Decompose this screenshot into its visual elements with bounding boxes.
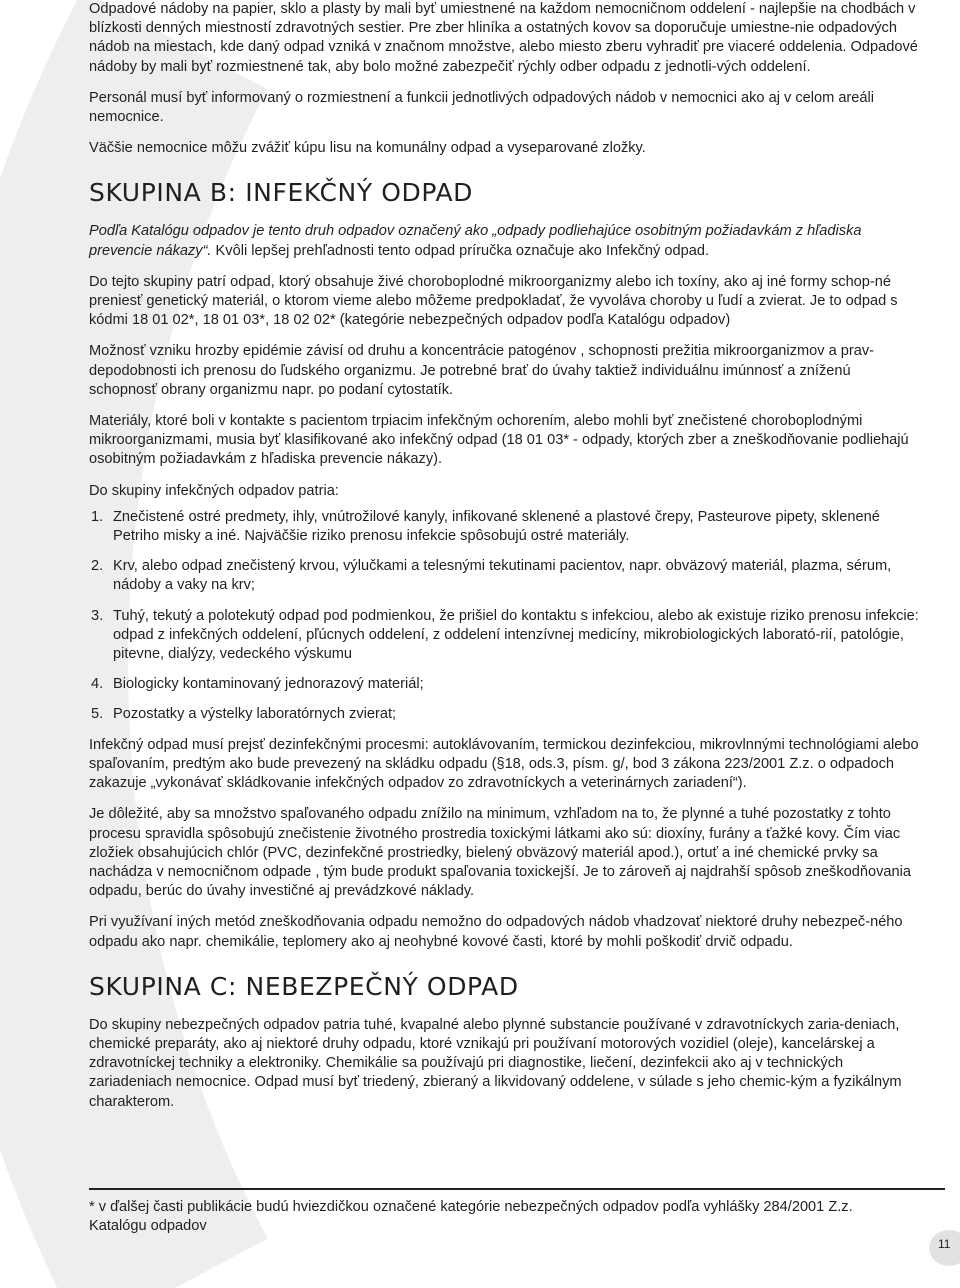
intro-paragraph-2: Personál musí byť informovaný o rozmiestnení a funkcii jednotlivých odpadových nádob v nemocnici ako aj v celom areáli nemocnice. — [89, 89, 875, 126]
section-b-intro-tail: Kvôli lepšej prehľadnosti tento odpad príručka označuje ako Infekčný odpad. — [211, 242, 710, 259]
section-b-intro — [89, 222, 919, 260]
list-item-text: Tuhý, tekutý a polotekutý odpad pod podmienkou, že prišiel do kontaktu s infekciou, alebo ak existuje riziko prenosu infekcie: odpad z infekčných oddelení, pľúcnych oddelení, z oddelení intenzívnej medicíny, mikrobiologických laborató-rií, patológie, pitevne, dialýzy, vedeckého výskumu — [113, 607, 919, 663]
list-item — [89, 607, 919, 665]
list-item-number: 4. — [91, 676, 104, 693]
section-b-after-list-1: Infekčný odpad musí prejsť dezinfekčnými procesmi: autoklávovaním, termickou dezinfekciou, mikrovlnnými technológiami alebo spaľovaním, predtým ako bude prevezený na skládku odpadu (§18, ods.3, písm. g/, bod 3 zákona 223/2001 Z.z. o odpadoch zakazuje „vykonávať skládkovanie infekčných odpadov zo zdravotníckych a veterinárnych zariadení“). — [89, 736, 919, 792]
list-item-text: Biologicky kontaminovaný jednorazový materiál; — [113, 676, 424, 693]
list-item — [89, 557, 919, 595]
infectious-waste-list — [89, 508, 919, 725]
intro-paragraph-1: Odpadové nádoby na papier, sklo a plasty by mali byť umiestnené na každom nemocničnom oddelení - najlepšie na chodbách v blízkosti denných miestností zdravotných sestier. Pre zber hliníka a ostatných kovov sa doporučuje umiestne-nie odpadových nádob na miestach, kde daný odpad vzniká v značnom množstve, alebo miesto zberu vyhradiť pre viaceré oddelenia. Odpadové nádoby by mali byť rozmiestnené tak, aby bolo možné zabezpečiť rýchly odber odpadu z jednotli-vých oddelení. — [89, 1, 918, 75]
list-item — [89, 675, 919, 694]
section-b-paragraph-1: Do tejto skupiny patrí odpad, ktorý obsahuje živé choroboplodné mikroorganizmy alebo ich toxíny, ako aj iné formy schop-né preniesť genetický materiál, o ktorom vieme alebo môžeme predpokladať, že vyvoláva choroby u ľudí a zvierat. Je to odpad s kódmi 18 01 02*, 18 01 03*, 18 02 02* (kategórie nebezpečných odpadov podľa Katalógu odpadov) — [89, 273, 898, 329]
list-item-number: 2. — [91, 558, 104, 575]
page-content — [89, 0, 919, 1124]
section-b-paragraph-3: Materiály, ktoré boli v kontakte s pacientom trpiacim infekčným ochorením, alebo mohli byť znečistené choroboplodnými mikroorganizmami, musia byť klasifikované ako infekčný odpad (18 01 03* - odpady, ktorých zber a zneškodňovanie podliehajú osobitným požiadavkám z hľadiska prevencie nákazy). — [89, 413, 909, 468]
section-b-after-list-3: Pri využívaní iných metód zneškodňovania odpadu nemožno do odpadových nádob vhadzovať niektoré druhy nebezpeč-ného odpadu ako napr. chemikálie, teplomery ako aj neohybné kovové časti, ktoré by mohli poškodiť drvič odpadu. — [89, 914, 903, 950]
list-item — [89, 508, 919, 546]
section-c-paragraph: Do skupiny nebezpečných odpadov patria tuhé, kvapalné alebo plynné substancie používané v zdravotníckych zaria-deniach, chemické preparáty, ako aj niektoré druhy odpadu, ktoré vznikajú pri používaní motorových vozidiel (oleje), kancelárskej a zdravotníckej techniky a elektroniky. Chemikálie sa používajú pri diagnostike, liečení, dezinfekcii ako aj v technických zariadeniach nemocnice. Odpad musí byť triedený, zbieraný a likvidovaný oddelene, v súlade s jeho chemic-kým a fyzikálnym charakterom. — [89, 1016, 902, 1110]
section-b-after-list-2: Je dôležité, aby sa množstvo spaľovaného odpadu znížilo na minimum, vzhľadom na to, že plynné a tuhé pozostatky z tohto procesu spravidla spôsobujú znečistenie životného prostredia toxickými látkami ako sú: dioxíny, furány a ťažké kovy. Čím viac zložiek obsahujúcich chlór (PVC, dezinfekčné prostriedky, bielený obväzový materiál apod.), ortuť a iné chemické prvky sa nachádza v nemocničnom odpade , tým bude produkt spaľovania toxickejší. Je to zároveň aj najdrahší spôsob zneškodňovania odpadu, berúc do úvahy investičné aj prevádzkové náklady. — [89, 806, 912, 900]
list-item-number: 1. — [91, 508, 104, 525]
footnote — [89, 1188, 945, 1236]
footnote-divider — [89, 1188, 945, 1190]
section-c-heading: SKUPINA C: NEBEZPEČNÝ ODPAD — [89, 971, 519, 1001]
list-item-number: 5. — [91, 706, 104, 723]
intro-paragraph-3: Väčšie nemocnice môžu zvážiť kúpu lisu na komunálny odpad a vyseparované zložky. — [89, 140, 646, 157]
list-item-text: Znečistené ostré predmety, ihly, vnútrožilové kanyly, infikované sklenené a plastové črepy, Pasteurove pipety, sklenené Petriho misky a iné. Najväčšie riziko prenosu infekcie spôsobujú ostré materiály. — [113, 508, 880, 545]
footnote-text: * v ďalšej časti publikácie budú hviezdičkou označené kategórie nebezpečných odpadov podľa vyhlášky 284/2001 Z.z. Katalógu odpadov — [89, 1199, 853, 1235]
page-number: 11 — [938, 1237, 951, 1251]
section-b-heading: SKUPINA B: INFEKČNÝ ODPAD — [89, 178, 474, 208]
section-b-italic-intro: Podľa Katalógu odpadov je tento druh odpadov označený ako „odpady podliehajúce osobitným požiadavkám z hľadiska prevencie nákazy“. — [89, 223, 862, 259]
list-item-text: Pozostatky a výstelky laboratórnych zvierat; — [113, 706, 397, 723]
list-item-number: 3. — [91, 607, 104, 624]
section-b-paragraph-2: Možnosť vzniku hrozby epidémie závisí od druhu a koncentrácie patogénov , schopnosti prežitia mikroorganizmov a prav-depodobnosti ich prenosu do ľudského organizmu. Je potrebné brať do úvahy taktiež individuálnu imúnnosť a zníženú schopnosť obrany organizmu napr. po podaní cytostatík. — [89, 343, 875, 398]
list-item-text: Krv, alebo odpad znečistený krvou, výlučkami a telesnými tekutinami pacientov, napr. obväzový materiál, plazma, sérum, nádoby a vaky na krv; — [113, 558, 892, 594]
list-item — [89, 705, 919, 724]
infectious-list-intro: Do skupiny infekčných odpadov patria: — [89, 482, 339, 499]
